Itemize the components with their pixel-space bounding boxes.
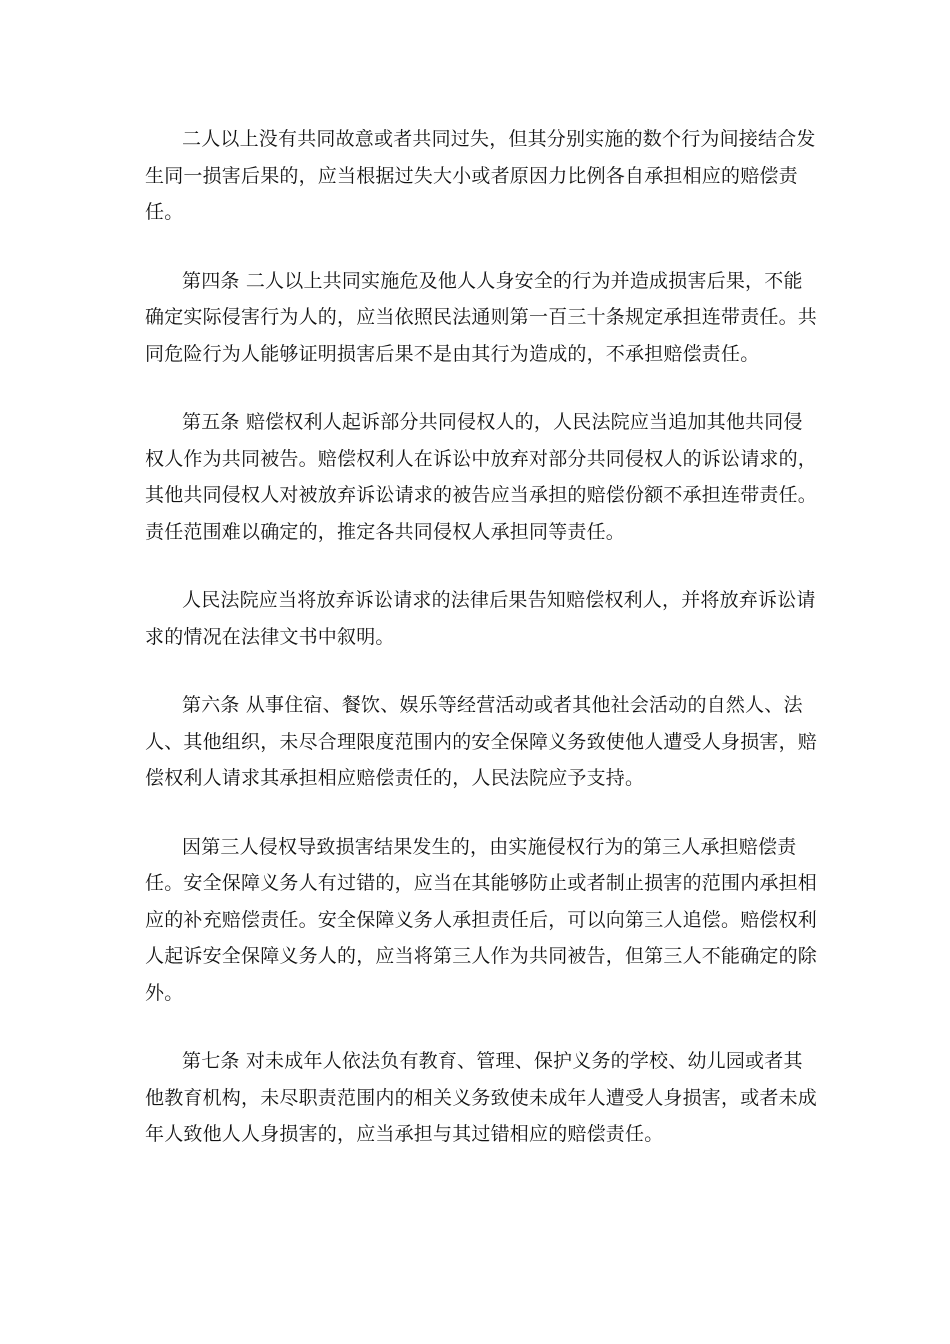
text-line: 因第三人侵权导致损害结果发生的，由实施侵权行为的第三人承担赔偿责 <box>182 835 797 858</box>
text-line: 第六条 从事住宿、餐饮、娱乐等经营活动或者其他社会活动的自然人、法 <box>182 694 803 716</box>
text-line: 人起诉安全保障义务人的，应当将第三人作为共同被告，但第三人不能确定的除 <box>145 945 818 967</box>
paragraph-gap <box>145 1011 805 1043</box>
text-line: 人、其他组织，未尽合理限度范围内的安全保障义务致使他人遭受人身损害，赔 <box>145 730 818 753</box>
text-line: 权人作为共同被告。赔偿权利人在诉讼中放弃对部分共同侵权人的诉讼请求的， <box>145 447 818 470</box>
text-line: 偿权利人请求其承担相应赔偿责任的，人民法院应予支持。 <box>145 767 645 789</box>
text-line: 第七条 对未成年人依法负有教育、管理、保护义务的学校、幼儿园或者其 <box>182 1050 803 1072</box>
text-line: 生同一损害后果的，应当根据过失大小或者原因力比例各自承担相应的赔偿责 <box>145 164 798 187</box>
paragraph-joint-indirect-causation <box>145 121 816 231</box>
text-line: 第四条 二人以上共同实施危及他人人身安全的行为并造成损害后果，不能 <box>182 269 803 292</box>
text-line: 任。 <box>145 201 184 223</box>
paragraph-article-7 <box>145 1043 818 1153</box>
text-line: 任。安全保障义务人有过错的，应当在其能够防止或者制止损害的范围内承担相 <box>145 872 818 894</box>
text-line: 求的情况在法律文书中叙明。 <box>145 625 395 648</box>
text-line: 同危险行为人能够证明损害后果不是由其行为造成的，不承担赔偿责任。 <box>145 342 760 365</box>
paragraph-gap <box>145 372 805 404</box>
text-line: 他教育机构，未尽职责范围内的相关义务致使未成年人遭受人身损害，或者未成 <box>145 1086 818 1109</box>
paragraph-gap <box>145 550 805 582</box>
paragraph-gap <box>145 797 805 829</box>
paragraph-gap <box>145 655 805 687</box>
text-line: 确定实际侵害行为人的，应当依照民法通则第一百三十条规定承担连带责任。共 <box>145 306 818 328</box>
text-line: 其他共同侵权人对被放弃诉讼请求的被告应当承担的赔偿份额不承担连带责任。 <box>145 484 818 506</box>
document-body <box>145 121 818 1153</box>
paragraph-third-party-infringement <box>145 829 818 1012</box>
text-line: 二人以上没有共同故意或者共同过失，但其分别实施的数个行为间接结合发 <box>182 128 816 150</box>
text-line: 外。 <box>145 981 184 1004</box>
paragraph-article-4 <box>145 263 818 373</box>
text-line: 人民法院应当将放弃诉讼请求的法律后果告知赔偿权利人，并将放弃诉讼请 <box>182 589 816 611</box>
text-line: 应的补充赔偿责任。安全保障义务人承担责任后，可以向第三人追偿。赔偿权利 <box>145 908 818 931</box>
paragraph-gap <box>145 231 805 263</box>
text-line: 第五条 赔偿权利人起诉部分共同侵权人的，人民法院应当追加其他共同侵 <box>182 411 803 433</box>
paragraph-court-notification <box>145 582 816 655</box>
paragraph-article-5 <box>145 404 818 550</box>
text-line: 年人致他人人身损害的，应当承担与其过错相应的赔偿责任。 <box>145 1123 664 1145</box>
text-line: 责任范围难以确定的，推定各共同侵权人承担同等责任。 <box>145 520 626 543</box>
paragraph-article-6 <box>145 687 818 797</box>
